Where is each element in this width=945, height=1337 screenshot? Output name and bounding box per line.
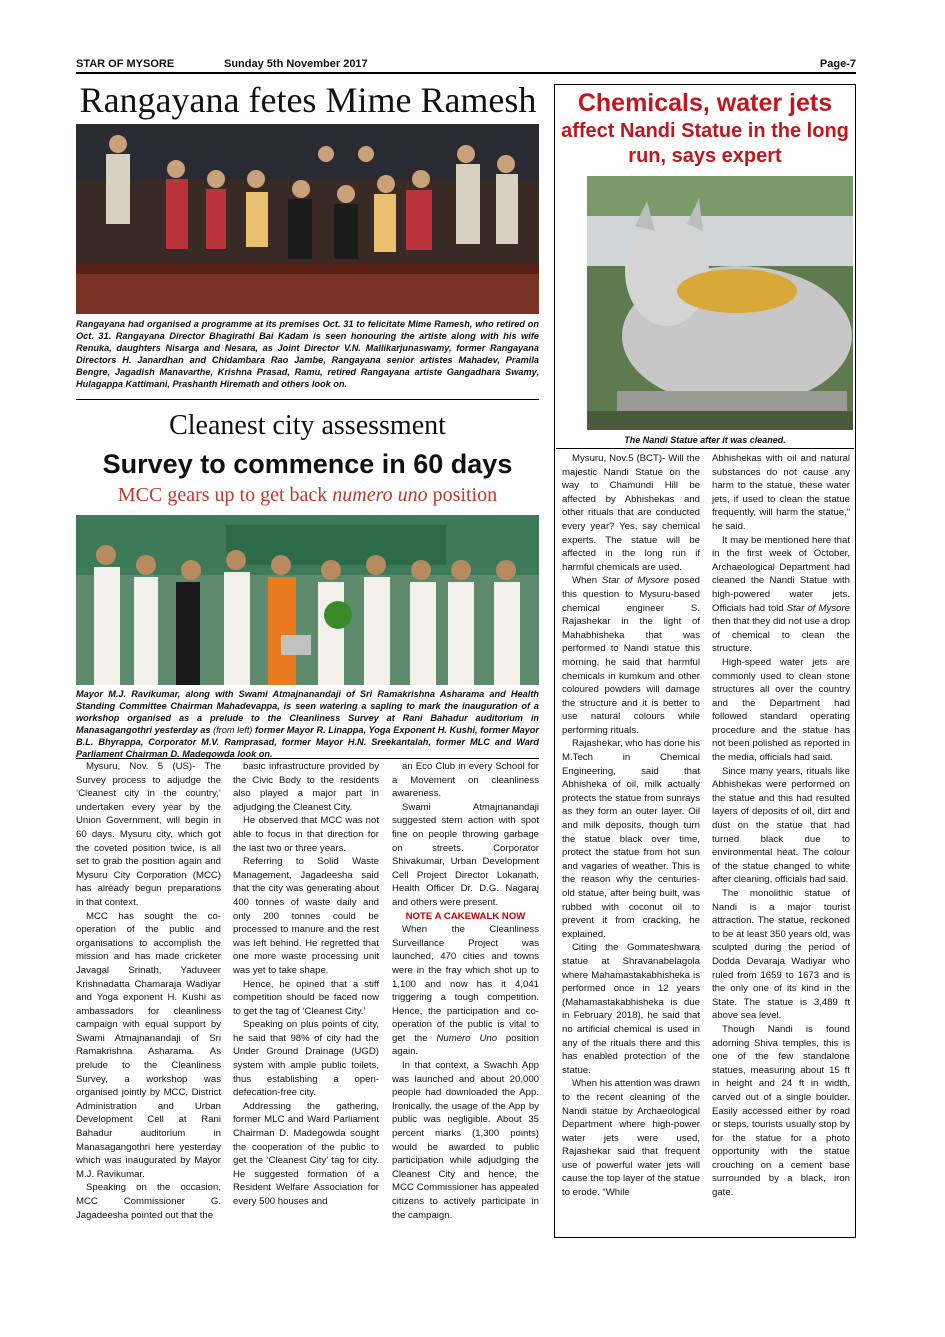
paragraph: Hence, he opined that a stiff competition should be faced now to get the tag of ‘Cleanest City.’ bbox=[233, 978, 379, 1017]
paragraph: Though Nandi is found adorning Shiva temples, this is one of the few standalone statues, measuring about 15 ft in height and 24 ft in width, carved out of a single boulder. Easily accessed either by road or steps, tourists usually stop by for the statue for a photo opportunity with the statue crouching on a cement base surrounded by a black, iron gate. bbox=[712, 1023, 850, 1199]
deck-text-italic: numero uno bbox=[332, 484, 428, 506]
paragraph: High-speed water jets are commonly used to clean stone structures all over the country and the Department had followed standard operating procedure and the statue has not been polished as reported in the media, officials had said. bbox=[712, 656, 850, 764]
subheading: NOTE A CAKEWALK NOW bbox=[405, 910, 526, 922]
paragraph: The monolithic statue of Nandi is a major tourist attraction. The statue, reckoned to be at least 350 years old, was sculpted during the period of Dodda Devaraja Wadiyar who ruled from 1659 to 1673 and is the only one of its kind in the State. The statue is 3,489 ft above sea level. bbox=[712, 888, 850, 1022]
story3-subheadline: affect Nandi Statue in the long run, says expert bbox=[561, 120, 849, 167]
text-a: When the Cleanliness Surveillance Project was launched, 470 cities and towns were in the fray which shot up to 1,100 and now has it 4,041 triggering a tough competition. Hence, the participation and co-operation of the public is vital to get the bbox=[392, 924, 539, 1044]
text-italic: Star of Mysore bbox=[602, 575, 669, 587]
paragraph bbox=[712, 534, 850, 656]
deck-text-b: position bbox=[427, 484, 498, 506]
story1-headline: Rangayana fetes Mime Ramesh bbox=[79, 80, 537, 120]
paragraph: Speaking on plus points of city, he said that 98% of city had the Under Ground Drainage (UGD) system with ample public toilets, thus establishing a open-defecation-free city. bbox=[233, 1019, 379, 1099]
paragraph: In that context, a Swachh App was launched and about 20,000 people had downloaded the App. Ironically, the usage of the App by public was negligible. About 35 percent marks (1,300 points) would be awarded to public participation while adjudging the Cleanest City and hence, the MCC Commissioner has appealed citizens to actively participate in the campaign. bbox=[392, 1060, 539, 1221]
masthead bbox=[76, 56, 856, 74]
story2-headline: Survey to commence in 60 days bbox=[102, 449, 513, 479]
story2-deck bbox=[76, 483, 539, 507]
text-italic: Numero Uno bbox=[436, 1032, 498, 1044]
story2-caption bbox=[76, 688, 539, 760]
paragraph bbox=[562, 574, 700, 737]
paragraph: When his attention was drawn to the recent cleaning of the Nandi statue by Archaeological Department where high-power water jets were used, Rajashekar said that frequent use of powerful water jets will cause the top layer of the statue to erode. “While bbox=[562, 1078, 700, 1199]
paragraph: Rajashekar, who has done his M.Tech in Chemical Engineering, said that Abhisheka of oil, milk actually protects the statue from sunrays as they form an outer layer. Oil and milk deposits, though turn the statue black over time, protect the statue from hot sun and vagaries of weather. This is the reason why the centuries-old statue, after being built, was rubbed with coconut oil to prevent it from cracking, he explained. bbox=[562, 738, 700, 940]
paragraph: MCC has sought the co-operation of the public and organisations to accomplish the mission and has made cricketer Javagal Srinath, Yaduveer Krishnadatta Chamaraja Wadiyar and Yoga exponent H. Kushi as ambassadors for cleanliness campaign with equal support by Swami Atmajnanandaji of Sri Ramakrishna Asharama. As prelude to the Cleanliness Survey, a workshop was organised jointly by MCC, District Administration and Urban Development Cell at Rani Bahadur auditorium in Manasagangothri here yesterday which was inaugurated by Mayor M.J. Ravikumar. bbox=[76, 910, 221, 1180]
text-b: then that they did not use a drop of chemical to clean the structure. bbox=[712, 616, 850, 655]
caption-from-left: (from left) bbox=[213, 725, 253, 735]
story2-column-2 bbox=[233, 760, 379, 1209]
text-a: It may be mentioned here that in the first week of October, Archaeological Department had cleaned the Nandi Statue with high-powered water jets. Officials had told bbox=[712, 534, 850, 614]
paragraph: basic infrastructure provided by the Civic Body to the residents also played a major part in adjudging the Cleanest City. bbox=[233, 761, 379, 813]
caption-text-a: Mayor M.J. Ravikumar, along with Swami Atmajnanandaji of Sri Ramakrishna Asharama and Health Standing Committee Chairman Mahadevappa, is seen watering a sapling to mark the inauguration of a workshop organised as a prelude to the Cleanliness Survey at Rani Bahadur auditorium in Manasagangothri yesterday as bbox=[76, 689, 539, 735]
page-number: Page-7 bbox=[819, 58, 856, 70]
divider bbox=[556, 448, 854, 449]
text-italic: Star of Mysore bbox=[786, 602, 850, 614]
nandi-statue-image bbox=[587, 176, 853, 430]
paragraph: an Eco Club in every School for a Movement on cleanliness awareness. bbox=[392, 761, 539, 800]
story3-column-1 bbox=[562, 452, 700, 1200]
paragraph: Abhishekas with oil and natural substances do not cause any harm to the statue, these water jets, if used to clean the statue frequently, will harm the statue,” he said. bbox=[712, 453, 850, 532]
text-b: position again. bbox=[392, 1032, 539, 1058]
divider bbox=[76, 399, 539, 400]
paragraph: Mysuru, Nov. 5 (US)- The Survey process to adjudge the ‘Cleanest city in the country,’ undertaken every year by the Union Government, will begin in 60 days. Mysuru city, which got the coveted position twice, is all set to grab the position again and Mysuru City Corporation (MCC) has already begun preparations in that context. bbox=[76, 761, 221, 908]
divider bbox=[76, 758, 539, 759]
paper-name: STAR OF MYSORE bbox=[76, 58, 175, 70]
watering-event-image bbox=[76, 515, 539, 685]
paragraph bbox=[392, 923, 539, 1059]
paragraph: Citing the Gommateshwara statue at Shravanabelagola where Mahamastakabhisheka is performed once in 12 years (Mahamastakabhisheka is due in February 2018), he said that no artificial chemical is used in any of the rituals there and this has enabled protection of the statue. bbox=[562, 942, 700, 1076]
caption-text-b: former Mayor R. Linappa, Yoga Exponent H. Kushi, former Mayor B.L. Bhyrappa, Corporator M.V. Ramprasad, former Mayor H.N. Sreekantalah, former MLC and Ward Parliament Chairman D. Madegowda look on. bbox=[76, 725, 539, 759]
deck-text-a: MCC gears up to get back bbox=[117, 484, 333, 506]
group-photo-image bbox=[76, 124, 539, 314]
paragraph: Referring to Solid Waste Management, Jagadeesha said that the city was generating about 400 tonnes of waste daily and only 200 tonnes could be processed to manure and the rest was left behind. He regretted that one more waste processing unit was yet to take shape. bbox=[233, 856, 379, 976]
rangayana-photo bbox=[76, 124, 539, 314]
nandi-photo bbox=[587, 176, 853, 430]
story3-column-2 bbox=[712, 452, 850, 1200]
story2-column-3 bbox=[392, 760, 539, 1222]
text-a: When bbox=[572, 575, 602, 587]
paragraph: He observed that MCC was not able to focus in that direction for the last two or three years. bbox=[233, 815, 379, 854]
paragraph: Addressing the gathering, former MLC and Ward Parliament Chairman D. Madegowda sought the cooperation of the public to get the ‘Cleanest City’ tag for city. He suggested formation of a Resident Welfare Association for every 500 houses and bbox=[233, 1100, 379, 1207]
sapling-photo bbox=[76, 515, 539, 685]
story1-caption: Rangayana had organised a programme at its premises Oct. 31 to felicitate Mime Ramesh, who retired on Oct. 31. Rangayana Director Bhagirathi Bai Kadam is seen honouring the artiste along with his wife Renuka, daughters Nisarga and Nesara, as Joint Director V.N. Mallikarjunaswamy, former Rangayana Directors H. Janardhan and Chidambara Rao Jambe, Rangayana senior artistes Mahadev, Pramila Bengre, Jagadish Manavarthe, Krishna Prasad, Ramu, retired Rangayana artiste Gangadhara Swamy, Hulagappa Kattimani, Prashanth Hiremath and others look on. bbox=[76, 319, 539, 389]
issue-date: Sunday 5th November 2017 bbox=[224, 58, 368, 70]
text-b: posed this question to Mysuru-based chemical engineer S. Rajashekar in the light of Mahabhisheka that was performed to Nandi statue this morning, he said that harmful chemicals in kumkum and other coloured powders will damage the structure and it is better to use natural colours while performing rituals. bbox=[562, 575, 700, 736]
paragraph: Swami Atmajnanandaji suggested stern action with spot fine on people throwing garbage on streets. Corporator Shivakumar, Urban Development Cell Project Director Lokanath, Health Officer Dr. D.G. Nagaraj and others were present. bbox=[392, 801, 539, 908]
story3-headline: Chemicals, water jets bbox=[577, 89, 833, 117]
story2-column-1 bbox=[76, 760, 221, 1222]
story3-caption: The Nandi Statue after it was cleaned. bbox=[624, 435, 786, 445]
paragraph: Since many years, rituals like Abhishekas were performed on the statue and this had resulted layers of deposits of oil, dirt and dust on the statue that had turned black due to environmental heat. The colour of the statue changed to white after cleaning, officials had said. bbox=[712, 765, 850, 886]
paragraph: Speaking on the occasion, MCC Commissioner G. Jagadeesha pointed out that the bbox=[76, 1182, 221, 1221]
paragraph: Mysuru, Nov.5 (BCT)- Will the majestic Nandi Statue on the way to Chamundi Hill be affected by Abhishekas and other rituals that are conducted every year? Yes, say chemical experts. The statue will be affected in the long run if harmful chemicals are used. bbox=[562, 453, 700, 573]
story2-kicker: Cleanest city assessment bbox=[169, 410, 446, 441]
